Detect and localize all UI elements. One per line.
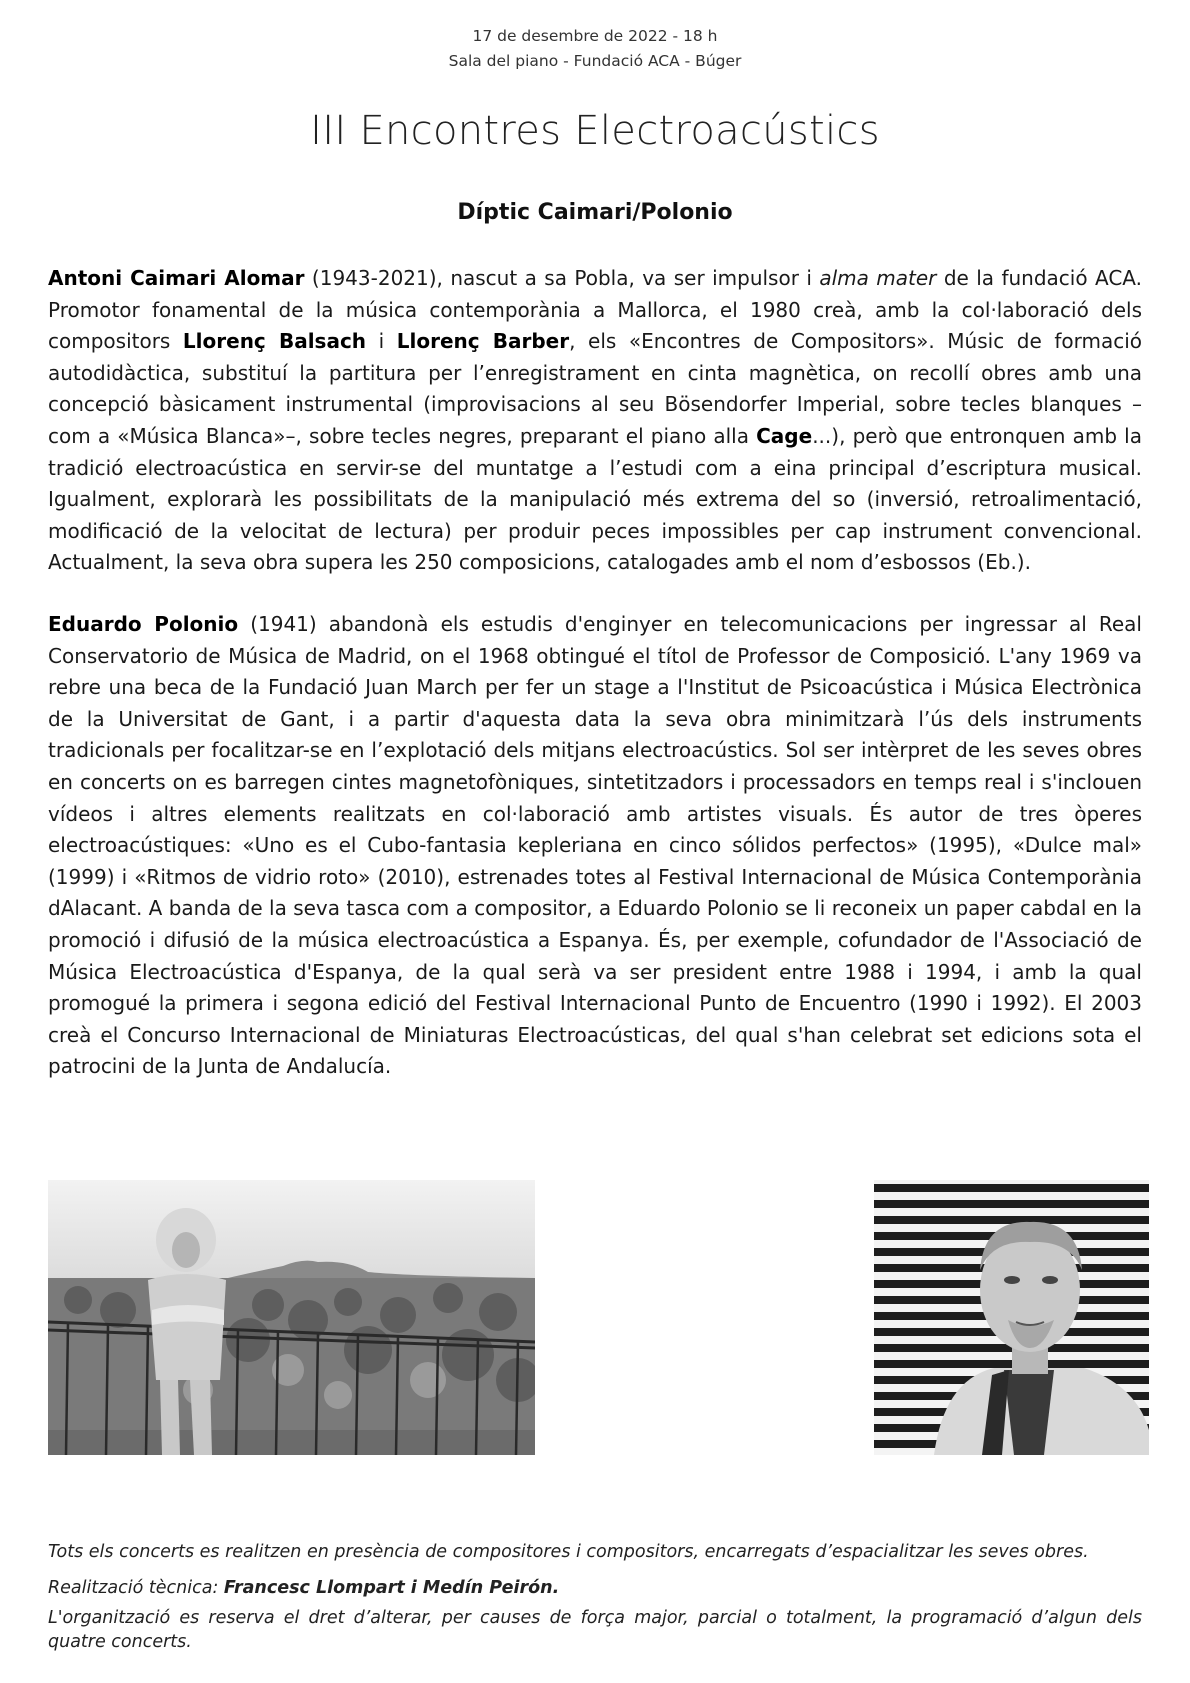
- bio-caimari: [48, 263, 1142, 579]
- bio-caimari-text-3: i: [366, 329, 397, 354]
- photo-caimari: [48, 1180, 535, 1455]
- bio-polonio-text: (1941) abandonà els estudis d'enginyer en telecomunicacions per ingressar al Real Conservatorio de Música de Madrid, on el 1968 obtingué el títol de Professor de Composició. L'any 1969 va rebre una beca de la Fundació Juan March per fer un stage a l'Institut de Psicoacústica i Música Electrònica de la Universitat de Gant, i a partir d'aquesta data la seva obra minimitzarà l’ús dels instruments tradicionals per focalitzar-se en l’explotació dels mitjans electroacústics. Sol ser intèrpret de les seves obres en concerts on es barregen cintes magnetofòniques, sintetitzadors i processadors en temps real i s'inclouen vídeos i altres elements realitzats en col·laboració amb artistes visuals. És autor de tres òperes electroacústiques: «Uno es el Cubo-fantasia kepleriana en cinco sólidos perfectos» (1995), «Dulce mal» (1999) i «Ritmos de vidrio roto» (2010), estrenades totes al Festival Internacional de Música Contemporània dAlacant. A banda de la seva tasca com a compositor, a Eduardo Polonio se li reconeix un paper cabdal en la promoció i difusió de la música electroacústica a Espanya. És, per exemple, cofundador de l'Associació de Música Electroacústica d'Espanya, de la qual serà va ser president entre 1988 i 1994, i amb la qual promogué la primera i segona edició del Festival Internacional Punto de Encuentro (1990 i 1992). El 2003 creà el Concurso Internacional de Miniaturas Electroacústicas, del qual s'han celebrat set edicions sota el patrocini de la Junta de Andalucía.: [48, 612, 1142, 1079]
- bio-polonio-name: Eduardo Polonio: [48, 612, 239, 636]
- name-balsach: Llorenç Balsach: [182, 329, 367, 354]
- bio-polonio: [48, 609, 1142, 1083]
- bio-caimari-text-4: , els «Encontres de Compositors». Músic de formació autodidàctica, substituí la partitura per l’enregistrament en cinta magnètica, on recollí obres amb una concepció bàsicament instrumental (improvisacions al seu Bösendorfer Imperial, sobre tecles blanques – com a «Música Blanca»–, sobre tecles negres, preparant el piano alla: [48, 329, 1143, 448]
- page-subtitle: Díptic Caimari/Polonio: [457, 200, 733, 225]
- event-header: [0, 24, 1190, 74]
- bio-caimari-text-1: (1943-2021), nascut a sa Pobla, va ser impulsor i: [304, 266, 820, 290]
- footer-technical: [48, 1576, 1142, 1600]
- page-title: III Encontres Electroacústics: [310, 108, 880, 154]
- event-venue: Sala del piano - Fundació ACA - Búger: [448, 52, 742, 70]
- tech-label: Realització tècnica:: [48, 1578, 224, 1598]
- bio-caimari-name: Antoni Caimari Alomar: [48, 266, 305, 290]
- bio-caimari-text-5: ...), però que entronquen amb la tradició electroacústica en servir-se del muntatge a l’estudi com a eina principal d’escriptura musical. Igualment, explorarà les possibilitats de la manipulació més extrema del so (inversió, retroalimentació, modificació de la velocitat de lectura) per produir peces impossibles per cap instrument convencional. Actualment, la seva obra supera les 250 composicions, catalogades amb el nom d’esbossos (Eb.).: [48, 423, 1142, 575]
- alma-mater-text: alma mater: [819, 266, 937, 290]
- photo-polonio: [874, 1180, 1149, 1455]
- footer-note-concerts: Tots els concerts es realitzen en presència de compositores i compositors, encarregats d’espacialitzar les seves obres.: [48, 1542, 1089, 1562]
- tech-names: Francesc Llompart i Medín Peirón.: [223, 1578, 560, 1598]
- event-date: 17 de desembre de 2022 - 18 h: [472, 27, 718, 45]
- name-barber: Llorenç Barber: [396, 329, 570, 354]
- footer-disclaimer: L'organització es reserva el dret d’alterar, per causes de força major, parcial o totalment, la programació d’algun dels quatre concerts.: [48, 1608, 1142, 1652]
- name-cage: Cage: [756, 423, 813, 448]
- bio-caimari-text-2: de la fundació ACA. Promotor fonamental de la música contemporània a Mallorca, el 1980 creà, amb la col·laboració dels compositors: [48, 266, 1142, 354]
